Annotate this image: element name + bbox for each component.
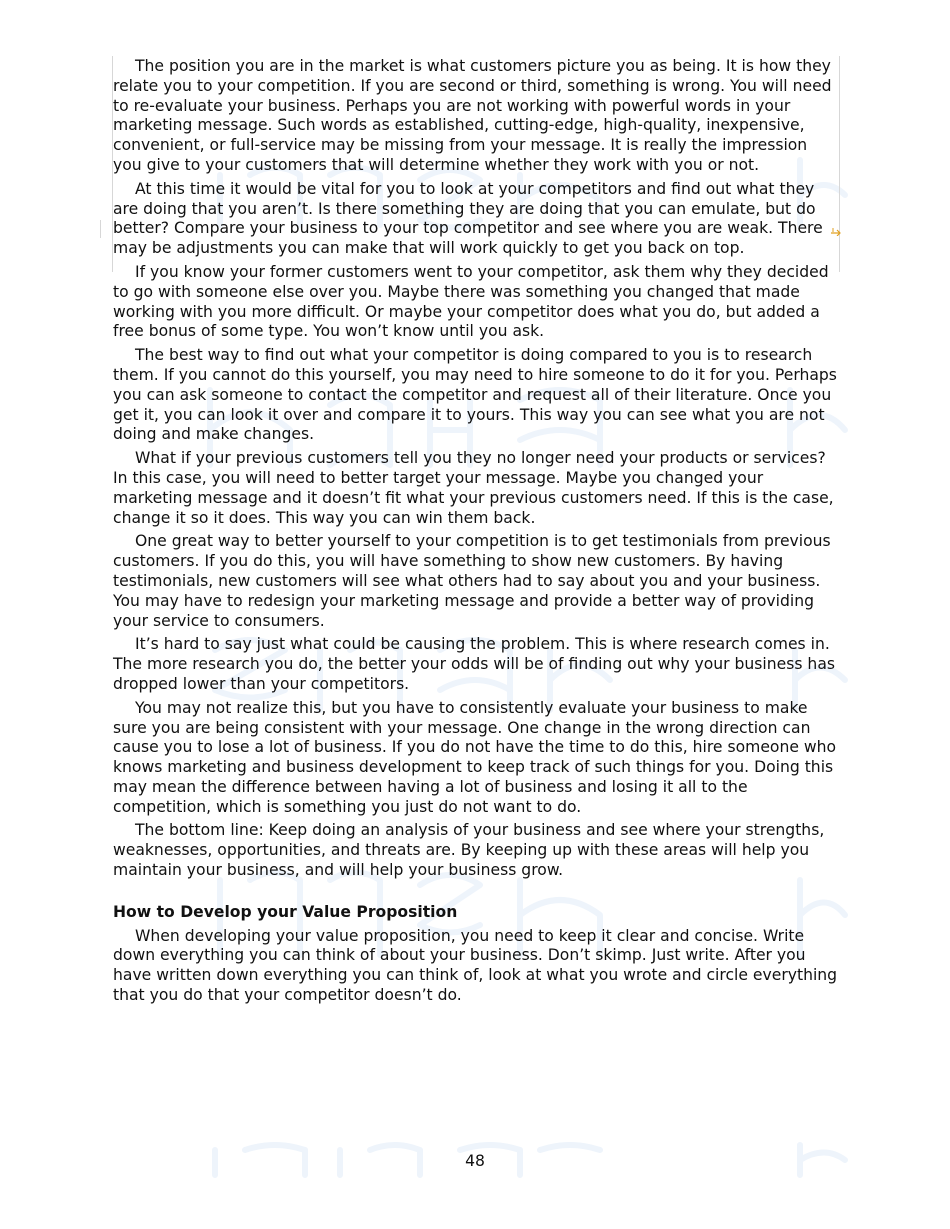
- paragraph-previous-customers: What if your previous customers tell you they no longer need your products or services? In this case, you will need to better target your message. Maybe you changed your marketing message and it doesn’t fit what your previous customers need. If this is the case, change it so it does. This way you can win them back.: [113, 449, 834, 527]
- paragraph-look-at-competitors: At this time it would be vital for you to look at your competitors and find out what they are doing that you aren’t. Is there something they are doing that you can emulate, but do better? Compare your business to your top competitor and see where you are weak. There may be adjustments you can make that will work quickly to get you back on top.: [113, 179, 823, 258]
- paragraph-research-competitor: The best way to find out what your competitor is doing compared to you is to research them. If you cannot do this yourself, you may need to hire someone to do it for you. Perhaps you can ask someone to contact the competitor and request all of their literature. Once you get it, you can look it over and compare it to yours. This way you can see what you are not doing and make changes.: [113, 346, 837, 444]
- section-heading: How to Develop your Value Proposition: [113, 902, 458, 921]
- paragraph-market-position: The position you are in the market is what customers picture you as being. It is how they relate you to your competition. If you are second or third, something is wrong. You will need to re-evaluate your business. Perhaps you are not working with powerful words in your marketing message. Such words as established, cutting-edge, high-quality, inexpensive, convenient, or full-service may be missing from your message. It is really the impression you give to your customers that will determine whether they work with you or not.: [113, 57, 832, 174]
- paragraph-bottom-line: The bottom line: Keep doing an analysis of your business and see where your strengths, weaknesses, opportunities, and threats are. By keeping up with these areas will help you maintain your business, and will help your business grow.: [113, 821, 825, 880]
- document-body: [113, 57, 839, 1010]
- paragraph-value-proposition: When developing your value proposition, you need to keep it clear and concise. Write down everything you can think of about your business. Don’t skimp. Just write. After you have written down everything you can think of, look at what you wrote and circle everything that you do that your competitor doesn’t do.: [113, 926, 838, 1005]
- page-number: 48: [465, 1152, 485, 1170]
- paragraph-former-customers: If you know your former customers went to your competitor, ask them why they decided to go with someone else over you. Maybe there was something you changed that made working with you more difficult. Or maybe your competitor does what you do, but added a free bonus of some type. You won’t know until you ask.: [113, 262, 829, 341]
- paragraph-evaluate-business: You may not realize this, but you have to consistently evaluate your business to make sure you are being consistent with your message. One change in the wrong direction can cause you to lose a lot of business. If you do not have the time to do this, hire someone who knows marketing and business development to keep track of such things for you. Doing this may mean the difference between having a lot of business and losing it all to the competition, which is something you just do not want to do.: [113, 698, 837, 816]
- text-frame-tick: [100, 220, 101, 238]
- paragraph-research-problem: It’s hard to say just what could be causing the problem. This is where research comes in. The more research you do, the better your odds will be of finding out why your business has dropped lower than your competitors.: [113, 635, 835, 693]
- paragraph-testimonials: One great way to better yourself to your competition is to get testimonials from previous customers. If you do this, you will have something to show new customers. By having testimonials, new customers will see what others had to say about you and your business. You may have to redesign your marketing message and provide a better way of providing your service to consumers.: [113, 532, 831, 630]
